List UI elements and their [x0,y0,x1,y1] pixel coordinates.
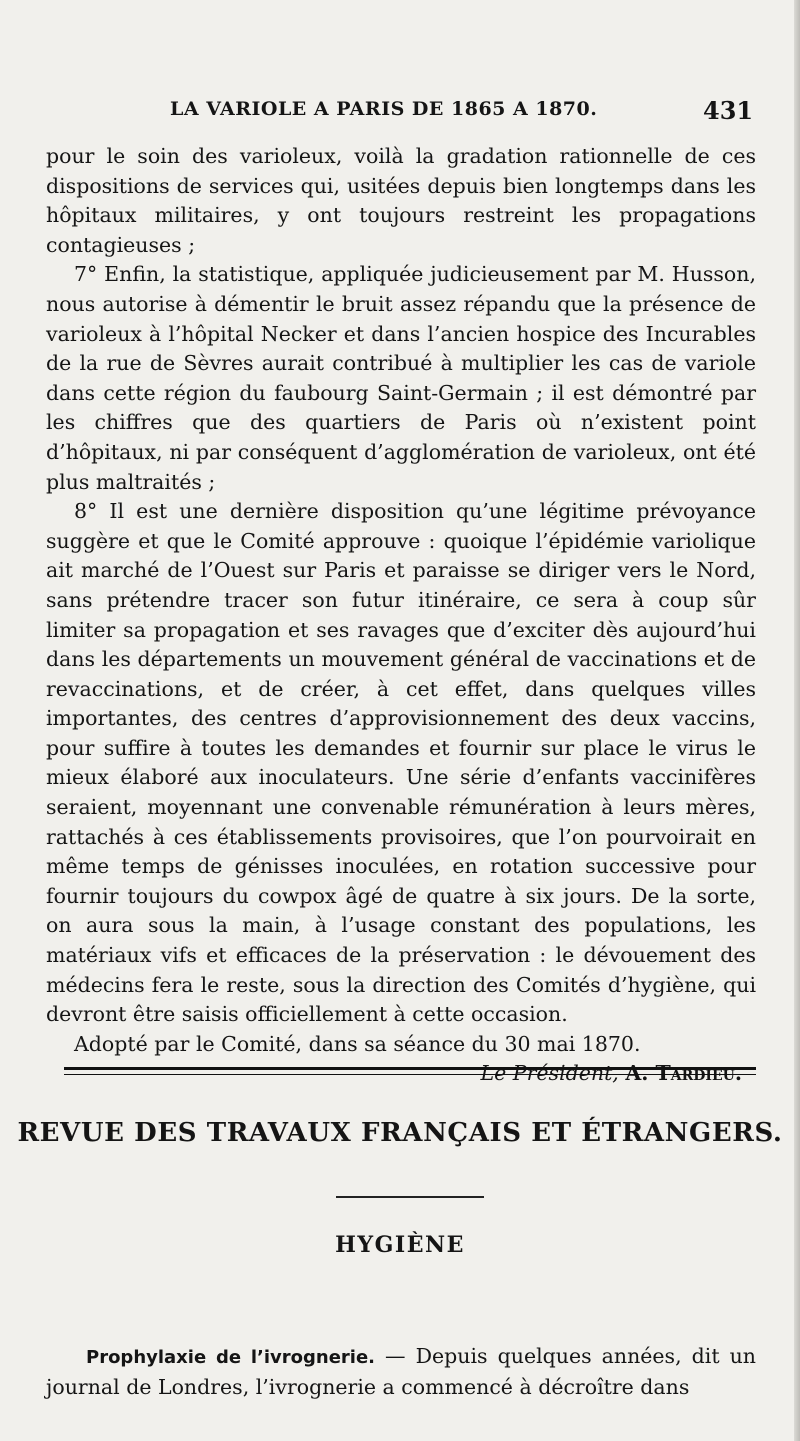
article-body: — Depuis quelques années, dit un journal de Londres, l’ivrognerie a commencé à décroître dans [46,1344,757,1399]
paragraph-continuation: pour le soin des varioleux, voilà la gradation rationnelle de ces dispositions de services qui, usitées depuis bien longtemps dans les hôpitaux militaires, y ont toujours restreint les propagations contagieuses ; [46,144,756,257]
adoption-statement: Adopté par le Comité, dans sa séance du 30 mai 1870. [74,1031,641,1056]
signature-role: Le Président, [480,1061,619,1086]
paragraph-item-8: 8° Il est une dernière disposition qu’une légitime prévoyance suggère et que le Comité approuve : quoique l’épidémie variolique ait marché de l’Ouest sur Paris et paraisse se diriger vers le Nord, sans prétendre tracer son futur itinéraire, ce sera à coup sûr limiter sa propagation et ses ravages que d’exciter dès aujourd’hui dans les départements un mouvement général de vaccinations et de revaccinations, et de créer, à cet effet, dans quelques villes importantes, des centres d’approvisionnement des deux vaccins, pour suffire à toutes les demandes et fournir sur place le virus le mieux élaboré aux inoculateurs. Une série d’enfants vaccinifères seraient, moyennant une convenable rémunération à leurs mères, rattachés à ces établissements provisoires, que l’on pourvoirait en même temps de génisses inoculées, en rotation successive pour fournir toujours du cowpox âgé de quatre à six jours. De la sorte, on aura sous la main, à l’usage constant des populations, les matériaux vifs et efficaces de la préservation : le dévouement des médecins fera le reste, sous la direction des Comités d’hygiène, qui devront être saisis officiellement à cette occasion. [46,499,756,1027]
article-paragraph [46,1342,756,1402]
main-text [46,142,756,1089]
section-heading: REVUE DES TRAVAUX FRANÇAIS ET ÉTRANGERS. [17,1118,783,1148]
running-head-title: LA VARIOLE A PARIS DE 1865 A 1870. [170,98,598,120]
subsection-heading: HYGIÈNE [335,1232,465,1258]
running-head [0,96,800,130]
short-divider [336,1196,484,1198]
page-edge-shadow [794,0,800,1441]
paragraph-item-7: 7° Enfin, la statistique, appliquée judicieusement par M. Husson, nous autorise à démentir le bruit assez répandu que la présence de varioleux à l’hôpital Necker et dans l’ancien hospice des Incurables de la rue de Sèvres aurait contribué à multiplier les cas de variole dans cette région du faubourg Saint-Germain ; il est démontré par les chiffres que des quartiers de Paris où n’existent point d’hôpitaux, ni par conséquent d’agglomération de varioleux, ont été plus maltraités ; [46,262,756,494]
article-text [46,1342,756,1402]
page-number: 431 [703,96,754,125]
article-title: Prophylaxie de l’ivrognerie. [86,1347,376,1368]
signature-name: A. Tardieu. [625,1061,742,1086]
section-divider [64,1067,756,1075]
